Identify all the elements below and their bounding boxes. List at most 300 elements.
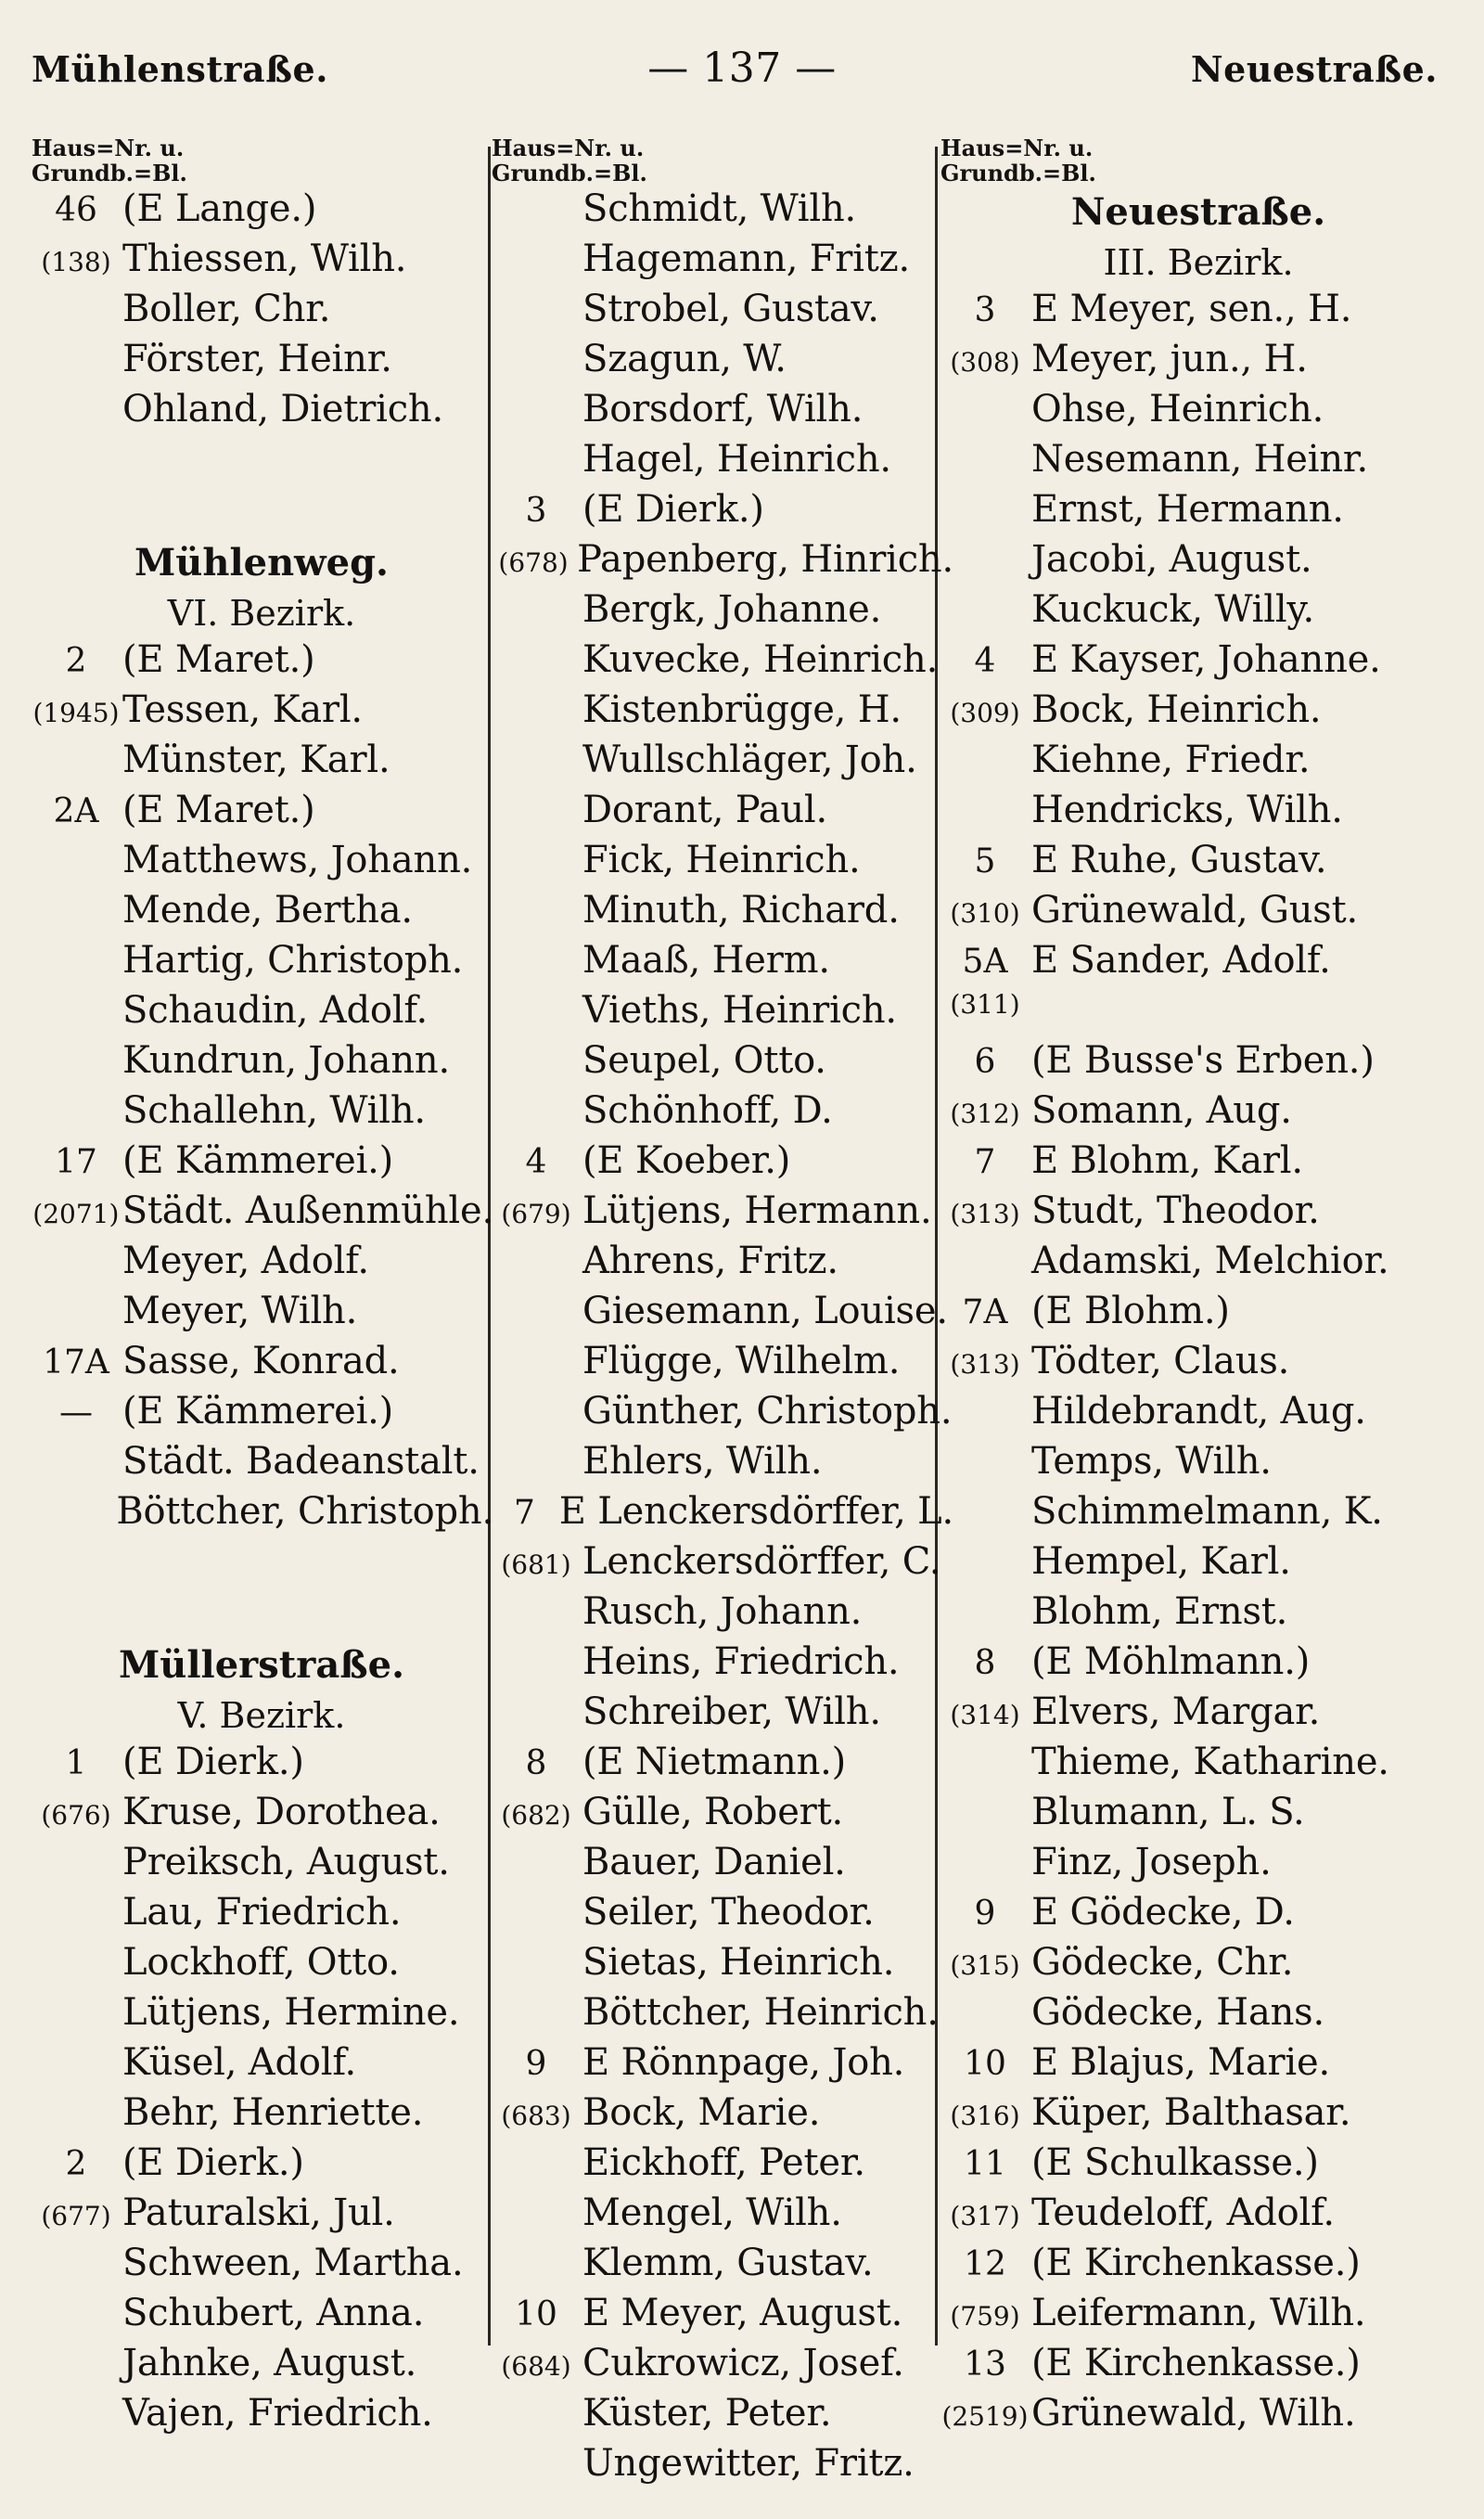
resident-name: Meyer, jun., H. <box>1031 338 1308 380</box>
entry-row <box>939 1590 1458 1640</box>
resident-name: E Meyer, August. <box>582 2292 903 2334</box>
entry-row <box>939 1189 1458 1240</box>
house-number: 13 <box>964 2345 1006 2384</box>
resident-name: Bergk, Johanne. <box>582 588 882 631</box>
entry-row <box>30 688 493 739</box>
resident-name: Dorant, Paul. <box>582 789 828 831</box>
entry-row <box>939 1991 1458 2041</box>
resident-name: Giesemann, Louise. <box>582 1290 948 1332</box>
entry-row <box>30 2392 493 2442</box>
house-number: (311) <box>950 989 1020 1020</box>
entry-row <box>939 2392 1458 2442</box>
resident-name: E Blajus, Marie. <box>1031 2041 1330 2084</box>
entry-row <box>490 889 953 939</box>
column-header-line: Haus=Nr. u. <box>940 135 1094 161</box>
entry-row <box>939 889 1458 939</box>
entry-row <box>490 2242 953 2292</box>
column-1 <box>30 135 493 2442</box>
entry-row <box>939 338 1458 388</box>
house-number: (316) <box>950 2101 1020 2131</box>
house-number: (677) <box>41 2201 111 2231</box>
entry-row <box>490 187 953 238</box>
house-number: 7 <box>974 1143 996 1181</box>
running-head-left: Mühlenstraße. <box>32 48 328 90</box>
entry-row <box>490 939 953 989</box>
entry-row <box>939 1089 1458 1139</box>
house-number: (310) <box>950 898 1020 929</box>
resident-name: Blohm, Ernst. <box>1031 1590 1288 1633</box>
resident-name: Studt, Theodor. <box>1031 1189 1320 1232</box>
entry-row <box>30 1290 493 1340</box>
resident-name: Heins, Friedrich. <box>582 1640 900 1683</box>
house-number: 6 <box>974 1043 996 1081</box>
entry-row <box>939 989 1458 1039</box>
entry-row <box>30 2041 493 2091</box>
entry-row <box>30 2242 493 2292</box>
resident-name: (E Schulkasse.) <box>1031 2141 1319 2184</box>
resident-name: Schönhoff, D. <box>582 1089 833 1132</box>
house-number: 9 <box>525 2045 547 2083</box>
resident-name: Vieths, Heinrich. <box>582 989 897 1032</box>
entry-row <box>939 2091 1458 2141</box>
column-header-line: Haus=Nr. u. <box>492 135 645 161</box>
district-heading: V. Bezirk. <box>177 1695 346 1736</box>
resident-name: Kistenbrügge, H. <box>582 688 902 731</box>
entry-row <box>939 638 1458 688</box>
entry-row <box>490 438 953 488</box>
resident-name: Meyer, Adolf. <box>122 1240 369 1282</box>
entry-row <box>30 638 493 688</box>
entry-row <box>939 1640 1458 1690</box>
house-number: (138) <box>41 247 111 277</box>
resident-name: Blumann, L. S. <box>1031 1791 1305 1833</box>
resident-name: Leifermann, Wilh. <box>1031 2292 1366 2334</box>
entry-row <box>939 488 1458 538</box>
resident-name: Teudeloff, Adolf. <box>1031 2191 1335 2234</box>
entry-row <box>490 1841 953 1891</box>
house-number: (309) <box>950 698 1020 728</box>
entry-row <box>30 1791 493 1841</box>
entry-row <box>939 688 1458 739</box>
resident-name: Böttcher, Heinrich. <box>582 1991 939 2034</box>
entry-row <box>939 1540 1458 1590</box>
house-number: (317) <box>950 2201 1020 2231</box>
entry-row <box>490 238 953 288</box>
resident-name: Hildebrandt, Aug. <box>1031 1390 1366 1433</box>
resident-name: Jahnke, August. <box>122 2342 417 2384</box>
resident-name: Nesemann, Heinr. <box>1031 438 1368 481</box>
house-number: 17 <box>55 1143 97 1181</box>
entry-row <box>30 839 493 889</box>
entry-row <box>30 2141 493 2191</box>
house-number: 8 <box>525 1744 547 1782</box>
column-header-line: Haus=Nr. u. <box>32 135 185 161</box>
resident-name: Kruse, Dorothea. <box>122 1791 441 1833</box>
column-2 <box>490 135 953 2492</box>
resident-name: E Sander, Adolf. <box>1031 939 1331 982</box>
entry-row <box>490 538 953 588</box>
entry-row <box>939 1741 1458 1791</box>
entry-row <box>30 1089 493 1139</box>
entry-row <box>939 1941 1458 1991</box>
resident-name: E Blohm, Karl. <box>1031 1139 1303 1182</box>
resident-name: Temps, Wilh. <box>1031 1440 1272 1483</box>
page-number: — 137 — <box>647 45 837 92</box>
house-number: 17A <box>43 1343 109 1382</box>
entry-row <box>30 1490 493 1540</box>
entry-list <box>30 1741 493 2442</box>
resident-name: Ohland, Dietrich. <box>122 388 443 431</box>
resident-name: Sasse, Konrad. <box>122 1340 400 1382</box>
spacer <box>30 1540 493 1640</box>
entry-row <box>490 1590 953 1640</box>
entry-row <box>30 1340 493 1390</box>
resident-name: Ahrens, Fritz. <box>582 1240 838 1282</box>
entry-row <box>939 288 1458 338</box>
house-number: 7A <box>962 1293 1008 1331</box>
resident-name: Finz, Joseph. <box>1031 1841 1272 1883</box>
entry-row <box>490 338 953 388</box>
house-number: (681) <box>501 1549 571 1580</box>
house-number: 9 <box>974 1895 996 1933</box>
resident-name: Grünewald, Gust. <box>1031 889 1359 932</box>
resident-name: Flügge, Wilhelm. <box>582 1340 901 1382</box>
house-number: 11 <box>964 2145 1006 2183</box>
entry-row <box>939 2292 1458 2342</box>
entry-row <box>490 638 953 688</box>
house-number: (759) <box>950 2301 1020 2332</box>
entry-list <box>490 187 953 2492</box>
entry-row <box>939 438 1458 488</box>
resident-name: Küsel, Adolf. <box>122 2041 357 2084</box>
entry-row <box>30 1941 493 1991</box>
resident-name: Paturalski, Jul. <box>122 2191 395 2234</box>
entry-list <box>30 187 493 438</box>
resident-name: Bock, Marie. <box>582 2091 821 2134</box>
house-number: (1945) <box>32 698 120 728</box>
entry-row <box>30 2191 493 2242</box>
resident-name: E Meyer, sen., H. <box>1031 288 1352 330</box>
house-number: 10 <box>964 2045 1006 2083</box>
house-number: 10 <box>515 2295 557 2333</box>
entry-row <box>490 2191 953 2242</box>
resident-name: Bauer, Daniel. <box>582 1841 846 1883</box>
resident-name: Schmidt, Wilh. <box>582 187 857 230</box>
entry-row <box>490 1891 953 1941</box>
resident-name: Lütjens, Hermann. <box>582 1189 932 1232</box>
resident-name: E Gödecke, D. <box>1031 1891 1295 1934</box>
house-number: (312) <box>950 1099 1020 1129</box>
house-number: (676) <box>41 1800 111 1831</box>
house-number: 4 <box>974 642 996 680</box>
resident-name: Ernst, Hermann. <box>1031 488 1344 531</box>
resident-name: (E Nietmann.) <box>582 1741 847 1783</box>
district-heading: III. Bezirk. <box>1103 242 1294 283</box>
entry-row <box>939 1240 1458 1290</box>
resident-name: E Lenckersdörffer, L. <box>558 1490 953 1533</box>
resident-name: Wullschläger, Joh. <box>582 739 917 781</box>
entry-row <box>30 989 493 1039</box>
resident-name: Behr, Henriette. <box>122 2091 424 2134</box>
resident-name: Meyer, Wilh. <box>122 1290 358 1332</box>
entry-row <box>30 2342 493 2392</box>
entry-row <box>30 2091 493 2141</box>
resident-name: E Kayser, Johanne. <box>1031 638 1381 681</box>
entry-row <box>490 739 953 789</box>
entry-list <box>30 638 493 1540</box>
resident-name: Hagel, Heinrich. <box>582 438 891 481</box>
entry-row <box>939 2242 1458 2292</box>
entry-row <box>939 2191 1458 2242</box>
resident-name: Matthews, Johann. <box>122 839 473 881</box>
entry-row <box>939 1841 1458 1891</box>
entry-row <box>30 1139 493 1189</box>
house-number: (684) <box>501 2351 571 2382</box>
resident-name: Fick, Heinrich. <box>582 839 861 881</box>
resident-name: Maaß, Herm. <box>582 939 830 982</box>
street-heading: Mühlenweg. <box>134 541 389 585</box>
house-number: (313) <box>950 1349 1020 1380</box>
entry-row <box>939 1891 1458 1941</box>
resident-name: Tödter, Claus. <box>1031 1340 1290 1382</box>
resident-name: Förster, Heinr. <box>122 338 392 380</box>
resident-name: Hendricks, Wilh. <box>1031 789 1343 831</box>
resident-name: Seupel, Otto. <box>582 1039 826 1082</box>
house-number: 3 <box>525 492 547 530</box>
resident-name: (E Dierk.) <box>122 1741 304 1783</box>
resident-name: Thiessen, Wilh. <box>122 238 407 280</box>
entry-row <box>490 839 953 889</box>
entry-row <box>30 1891 493 1941</box>
entry-row <box>30 288 493 338</box>
column-3 <box>939 135 1458 2442</box>
resident-name: Mengel, Wilh. <box>582 2191 842 2234</box>
entry-row <box>490 1991 953 2041</box>
resident-name: Schallehn, Wilh. <box>122 1089 426 1132</box>
entry-row <box>490 1139 953 1189</box>
house-number: (314) <box>950 1700 1020 1730</box>
entry-row <box>30 338 493 388</box>
resident-name: (E Maret.) <box>122 789 315 831</box>
column-header-line: Grundb.=Bl. <box>32 160 187 186</box>
house-number: (682) <box>501 1800 571 1831</box>
entry-row <box>490 1941 953 1991</box>
district-heading: VI. Bezirk. <box>167 593 356 634</box>
entry-row <box>939 588 1458 638</box>
entry-row <box>490 1741 953 1791</box>
resident-name: Preiksch, August. <box>122 1841 450 1883</box>
entry-row <box>939 388 1458 438</box>
resident-name: Küster, Peter. <box>582 2392 832 2435</box>
resident-name: Hempel, Karl. <box>1031 1540 1291 1583</box>
resident-name: Hagemann, Fritz. <box>582 238 911 280</box>
resident-name: Minuth, Richard. <box>582 889 900 932</box>
entry-row <box>939 1340 1458 1390</box>
entry-row <box>490 688 953 739</box>
spacer <box>30 438 493 538</box>
resident-name: Klemm, Gustav. <box>582 2242 874 2284</box>
entry-row <box>490 1791 953 1841</box>
entry-row <box>939 789 1458 839</box>
resident-name: Lenckersdörffer, C. <box>582 1540 941 1583</box>
resident-name: Grünewald, Wilh. <box>1031 2392 1356 2435</box>
entry-row <box>30 1440 493 1490</box>
resident-name: Ehlers, Wilh. <box>582 1440 823 1483</box>
street-heading: Müllerstraße. <box>118 1643 405 1687</box>
house-number: — <box>59 1394 93 1432</box>
entry-row <box>490 1390 953 1440</box>
resident-name: Thieme, Katharine. <box>1031 1741 1389 1783</box>
house-number: 3 <box>974 291 996 329</box>
resident-name: Somann, Aug. <box>1031 1089 1292 1132</box>
resident-name: (E Dierk.) <box>122 2141 304 2184</box>
resident-name: Hartig, Christoph. <box>122 939 464 982</box>
entry-row <box>30 238 493 288</box>
entry-row <box>490 1690 953 1741</box>
resident-name: Tessen, Karl. <box>122 688 363 731</box>
entry-row <box>30 1189 493 1240</box>
entry-row <box>939 939 1458 989</box>
entry-row <box>490 2041 953 2091</box>
entry-row <box>939 839 1458 889</box>
resident-name: Lau, Friedrich. <box>122 1891 402 1934</box>
house-number: 5A <box>962 943 1008 981</box>
resident-name: Papenberg, Hinrich. <box>577 538 953 581</box>
resident-name: Gödecke, Chr. <box>1031 1941 1294 1984</box>
house-number: (2071) <box>32 1199 120 1229</box>
resident-name: Städt. Außenmühle. <box>122 1189 493 1232</box>
entry-row <box>30 187 493 238</box>
resident-name: (E Kämmerei.) <box>122 1139 394 1182</box>
entry-row <box>30 1741 493 1791</box>
house-number: (683) <box>501 2101 571 2131</box>
entry-row <box>939 1440 1458 1490</box>
entry-row <box>490 1240 953 1290</box>
house-number: 46 <box>55 191 97 229</box>
entry-row <box>30 939 493 989</box>
resident-name: (E Möhlmann.) <box>1031 1640 1311 1683</box>
house-number: 7 <box>513 1494 535 1532</box>
house-number: (2519) <box>941 2401 1029 2432</box>
resident-name: Ohse, Heinrich. <box>1031 388 1324 431</box>
entry-row <box>939 1690 1458 1741</box>
entry-row <box>490 2091 953 2141</box>
resident-name: Städt. Badeanstalt. <box>122 1440 480 1483</box>
resident-name: Eickhoff, Peter. <box>582 2141 865 2184</box>
resident-name: Münster, Karl. <box>122 739 390 781</box>
entry-row <box>30 1390 493 1440</box>
entry-row <box>490 989 953 1039</box>
entry-row <box>490 1089 953 1139</box>
entry-row <box>490 588 953 638</box>
house-number: 2 <box>65 2145 87 2183</box>
entry-row <box>939 1290 1458 1340</box>
resident-name: Schreiber, Wilh. <box>582 1690 881 1733</box>
entry-row <box>939 2041 1458 2091</box>
running-head-right: Neuestraße. <box>1190 48 1438 90</box>
resident-name: Strobel, Gustav. <box>582 288 879 330</box>
entry-row <box>939 2342 1458 2392</box>
resident-name: Jacobi, August. <box>1031 538 1312 581</box>
entry-row <box>939 1039 1458 1089</box>
entry-row <box>490 789 953 839</box>
entry-row <box>939 1139 1458 1189</box>
house-number: 8 <box>974 1644 996 1682</box>
entry-row <box>490 288 953 338</box>
resident-name: (E Kämmerei.) <box>122 1390 394 1433</box>
resident-name: (E Maret.) <box>122 638 315 681</box>
resident-name: Schaudin, Adolf. <box>122 989 429 1032</box>
resident-name: Vajen, Friedrich. <box>122 2392 433 2435</box>
entry-row <box>939 1490 1458 1540</box>
resident-name: Gödecke, Hans. <box>1031 1991 1324 2034</box>
resident-name: E Rönnpage, Joh. <box>582 2041 905 2084</box>
entry-row <box>490 1540 953 1590</box>
resident-name: E Ruhe, Gustav. <box>1031 839 1327 881</box>
entry-row <box>490 1440 953 1490</box>
resident-name: Schween, Martha. <box>122 2242 464 2284</box>
resident-name: (E Lange.) <box>122 187 317 230</box>
resident-name: Kiehne, Friedr. <box>1031 739 1311 781</box>
resident-name: Bock, Heinrich. <box>1031 688 1322 731</box>
entry-row <box>30 1039 493 1089</box>
resident-name: Gülle, Robert. <box>582 1791 843 1833</box>
resident-name: Cukrowicz, Josef. <box>582 2342 904 2384</box>
resident-name: (E Koeber.) <box>582 1139 791 1182</box>
resident-name: Boller, Chr. <box>122 288 331 330</box>
entry-row <box>490 2141 953 2191</box>
entry-row <box>30 1240 493 1290</box>
house-number: 5 <box>974 842 996 880</box>
entry-row <box>490 2392 953 2442</box>
entry-row <box>490 1039 953 1089</box>
entry-row <box>490 488 953 538</box>
house-number: (313) <box>950 1199 1020 1229</box>
resident-name: Kundrun, Johann. <box>122 1039 450 1082</box>
entry-row <box>490 2442 953 2492</box>
resident-name: Küper, Balthasar. <box>1031 2091 1351 2134</box>
resident-name: Sietas, Heinrich. <box>582 1941 895 1984</box>
entry-row <box>939 538 1458 588</box>
column-header-line: Grundb.=Bl. <box>492 160 647 186</box>
house-number: 2A <box>53 792 99 830</box>
resident-name: Schimmelmann, K. <box>1031 1490 1383 1533</box>
resident-name: (E Kirchenkasse.) <box>1031 2342 1361 2384</box>
entry-row <box>939 2141 1458 2191</box>
entry-row <box>30 1841 493 1891</box>
resident-name: Ungewitter, Fritz. <box>582 2442 915 2485</box>
resident-name: Szagun, W. <box>582 338 787 380</box>
resident-name: Böttcher, Christoph. <box>116 1490 493 1533</box>
entry-row <box>30 889 493 939</box>
resident-name: Borsdorf, Wilh. <box>582 388 864 431</box>
entry-row <box>490 1340 953 1390</box>
entry-row <box>490 388 953 438</box>
resident-name: Seiler, Theodor. <box>582 1891 875 1934</box>
resident-name: (E Dierk.) <box>582 488 764 531</box>
entry-row <box>490 1490 953 1540</box>
entry-row <box>30 789 493 839</box>
entry-row <box>490 1290 953 1340</box>
house-number: 12 <box>964 2245 1006 2283</box>
resident-name: Lütjens, Hermine. <box>122 1991 460 2034</box>
resident-name: Elvers, Margar. <box>1031 1690 1321 1733</box>
house-number: 4 <box>525 1143 547 1181</box>
resident-name: Adamski, Melchior. <box>1031 1240 1389 1282</box>
resident-name: Rusch, Johann. <box>582 1590 863 1633</box>
house-number: (315) <box>950 1950 1020 1981</box>
resident-name: Schubert, Anna. <box>122 2292 425 2334</box>
